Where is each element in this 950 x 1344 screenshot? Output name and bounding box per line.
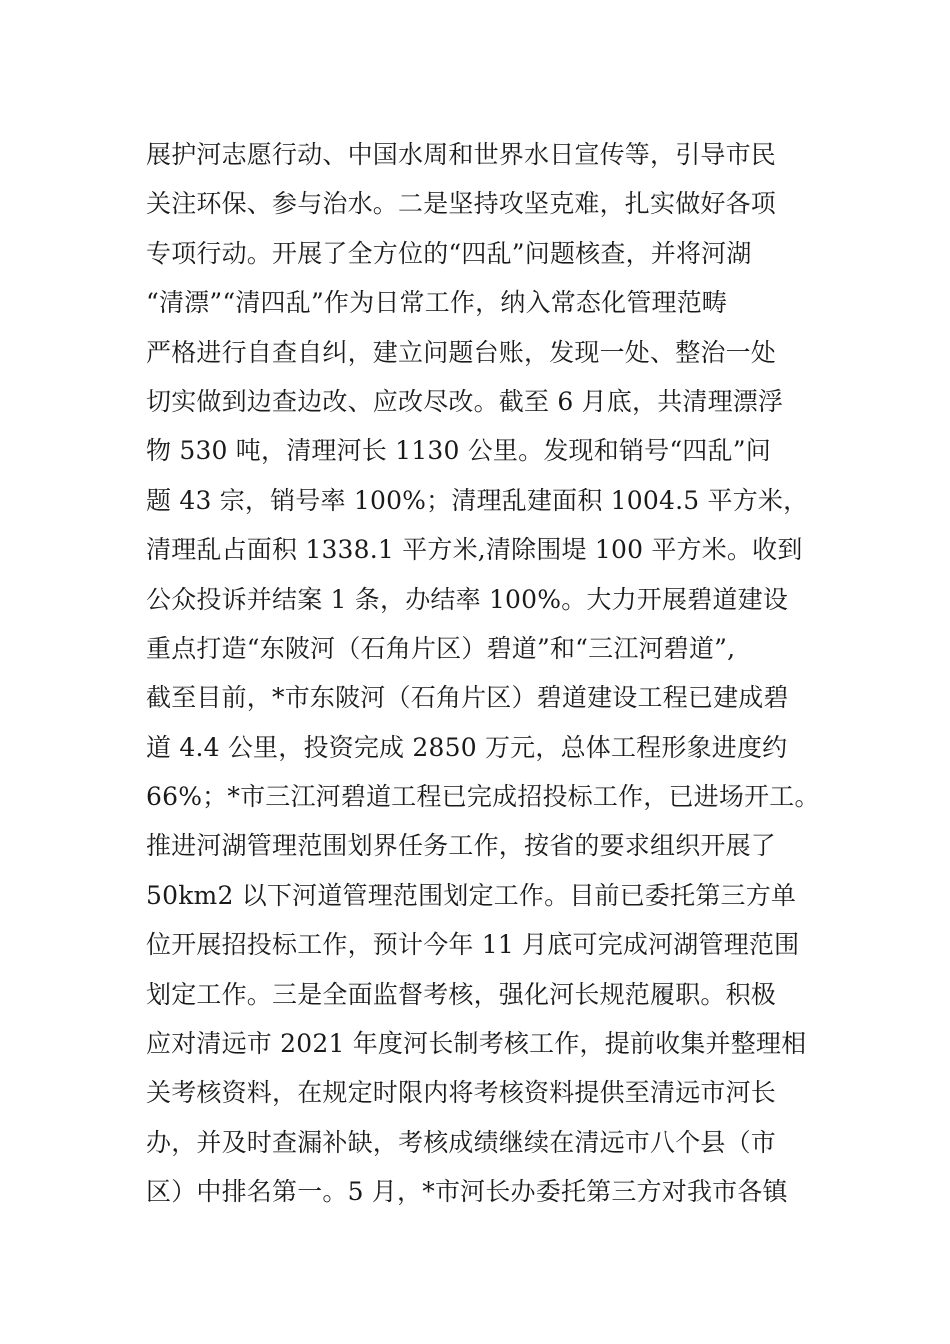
text-line: 严格进行自查自纠，建立问题台账，发现一处、整治一处 [146,337,777,367]
text-line: 50km2 以下河道管理范围划定工作。目前已委托第三方单 [146,880,797,910]
text-line: 划定工作。三是全面监督考核，强化河长规范履职。积极 [146,979,777,1009]
text-line: 区）中排名第一。5 月，*市河长办委托第三方对我市各镇 [146,1177,788,1207]
text-line: 截至目前，*市东陂河（石角片区）碧道建设工程已建成碧 [146,683,789,713]
text-line: “清漂”“清四乱”作为日常工作，纳入常态化管理范畴 [146,288,728,318]
text-line: 专项行动。开展了全方位的“四乱”问题核查，并将河湖 [146,238,752,268]
text-line: 物 530 吨，清理河长 1130 公里。发现和销号“四乱”问 [146,436,771,466]
text-line: 66%；*市三江河碧道工程已完成招投标工作，已进场开工。 [146,782,820,812]
text-line: 应对清远市 2021 年度河长制考核工作，提前收集并整理相 [146,1029,807,1059]
text-line: 办，并及时查漏补缺，考核成绩继续在清远市八个县（市 [146,1127,777,1157]
text-line: 推进河湖管理范围划界任务工作，按省的要求组织开展了 [146,831,777,861]
text-line: 公众投诉并结案 1 条，办结率 100%。大力开展碧道建设 [146,584,789,614]
text-line: 位开展招投标工作，预计今年 11 月底可完成河湖管理范围 [146,930,800,960]
text-line: 重点打造“东陂河（石角片区）碧道”和“三江河碧道”, [146,633,736,663]
body-text [146,130,846,1217]
text-line: 道 4.4 公里，投资完成 2850 万元，总体工程形象进度约 [146,732,788,762]
text-line: 展护河志愿行动、中国水周和世界水日宣传等，引导市民 [146,140,777,169]
text-line: 关考核资料，在规定时限内将考核资料提供至清远市河长 [146,1078,777,1108]
text-line: 切实做到边查边改、应改尽改。截至 6 月底，共清理漂浮 [146,386,784,416]
text-line: 关注环保、参与治水。二是坚持攻坚克难，扎实做好各项 [146,189,777,219]
text-line: 题 43 宗，销号率 100%；清理乱建面积 1004.5 平方米， [146,485,809,515]
text-line: 清理乱占面积 1338.1 平方米,清除围堤 100 平方米。收到 [146,535,803,565]
